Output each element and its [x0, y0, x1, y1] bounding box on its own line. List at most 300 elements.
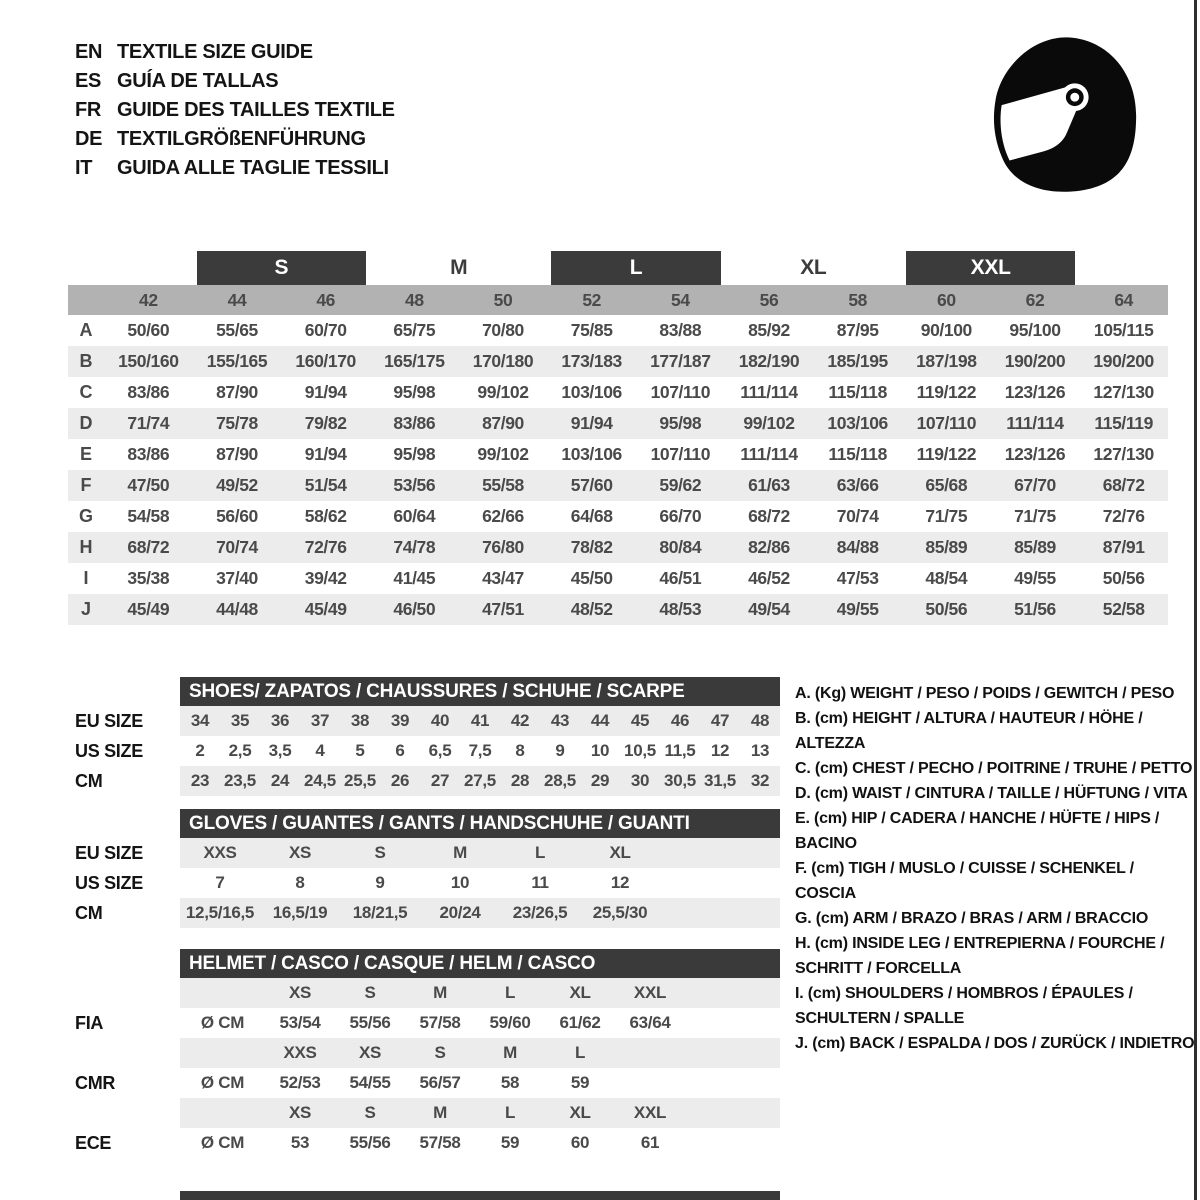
shoe-size-cell: 24 [270, 771, 290, 790]
shoe-size-cell: 13 [750, 741, 770, 760]
measurement-rows [68, 315, 1168, 625]
helmet-size-label: XL [569, 1103, 591, 1122]
measurement-cell: 64/68 [570, 506, 613, 526]
gloves-section [68, 809, 780, 928]
measurement-cell: 87/90 [482, 413, 524, 433]
measurement-cell: 105/115 [1093, 320, 1154, 340]
measurement-cell: 48/54 [925, 568, 968, 588]
size-number-header-row [68, 285, 1168, 315]
measurement-cell: 68/72 [1102, 475, 1145, 495]
row-letter: E [79, 444, 92, 464]
helmet-size-label: XS [358, 1043, 382, 1062]
measurement-row [68, 346, 1168, 377]
shoe-size-cell: 27 [430, 771, 450, 790]
legend-item: A. (Kg) WEIGHT / PESO / POIDS / GEWITCH / PESO [795, 685, 1175, 702]
helmet-size-cell: 57/58 [419, 1013, 461, 1032]
measurement-cell: 185/195 [827, 351, 888, 371]
language-code: IT [75, 157, 93, 179]
size-band-row [68, 251, 1168, 285]
measurement-cell: 37/40 [216, 568, 258, 588]
shoes-row [68, 766, 780, 796]
measurement-cell: 59/62 [659, 475, 702, 495]
helmet-size-cell: 61/62 [559, 1013, 601, 1032]
glove-size-cell: 20/24 [439, 903, 481, 922]
measurement-cell: 43/47 [482, 568, 524, 588]
spacer [68, 1038, 180, 1068]
glove-size-cell: 11 [531, 873, 549, 892]
helmet-size-label: XL [569, 983, 591, 1002]
measurement-cell: 111/114 [740, 444, 798, 464]
helmet-size-label: XXS [283, 1043, 317, 1062]
measurement-cell: 70/74 [836, 506, 879, 526]
measurement-cell: 177/187 [650, 351, 711, 371]
measurement-cell: 67/70 [1014, 475, 1056, 495]
gloves-row [68, 838, 780, 868]
spacer [68, 949, 180, 978]
measurement-cell: 55/58 [482, 475, 524, 495]
measurement-cell: 107/110 [916, 413, 977, 433]
measurement-cell: 119/122 [916, 444, 977, 464]
measurement-cell: 160/170 [295, 351, 356, 371]
helmet-size-label: L [504, 1103, 516, 1122]
measurement-cell: 54/58 [127, 506, 170, 526]
gloves-row [68, 868, 780, 898]
measurement-row [68, 377, 1168, 408]
shoe-size-cell: 29 [590, 771, 610, 790]
measurement-cell: 165/175 [384, 351, 445, 371]
size-number: 50 [493, 289, 513, 310]
legend-item: C. (cm) CHEST / PECHO / POITRINE / TRUHE / PETTO [795, 760, 1193, 777]
shoe-size-cell: 47 [710, 711, 730, 730]
measurement-cell: 107/110 [650, 444, 711, 464]
measurement-cell: 45/50 [570, 568, 613, 588]
shoe-size-cell: 3,5 [268, 741, 292, 760]
language-row [75, 96, 395, 125]
measurement-cell: 85/89 [925, 537, 968, 557]
shoe-size-cell: 36 [270, 711, 290, 730]
row-label: EU SIZE [75, 842, 143, 863]
language-row [75, 154, 395, 183]
helmet-size-labels [180, 978, 780, 1008]
shoe-size-cell: 35 [230, 711, 250, 730]
row-label: CM [75, 902, 103, 923]
measurement-row [68, 470, 1168, 501]
spacer [68, 978, 180, 1008]
language-code: EN [75, 41, 103, 63]
row-letter: D [79, 413, 93, 433]
glove-size-cell: M [453, 843, 467, 862]
measurement-cell: 60/64 [393, 506, 436, 526]
shoe-size-cell: 23 [190, 771, 210, 790]
helmet-values-row [68, 1068, 780, 1098]
measurement-cell: 91/94 [304, 444, 347, 464]
helmet-standard-groups [68, 978, 780, 1158]
helmet-size-label: XS [288, 1103, 312, 1122]
helmet-size-labels [180, 1098, 780, 1128]
legend-item: J. (cm) BACK / ESPALDA / DOS / ZURÜCK / INDIETRO [795, 1035, 1195, 1052]
row-label: US SIZE [75, 872, 143, 893]
shoe-size-cell: 32 [750, 771, 770, 790]
shoe-size-cell: 41 [470, 711, 490, 730]
shoe-size-cell: 31,5 [704, 771, 736, 790]
helmet-size-cell: 59 [570, 1073, 590, 1092]
glove-size-cell: XS [288, 843, 312, 862]
helmet-size-cell: 57/58 [419, 1133, 461, 1152]
measurement-cell: 87/90 [216, 382, 258, 402]
measurement-cell: 51/56 [1014, 599, 1056, 619]
measurement-cell: 44/48 [216, 599, 258, 619]
shoe-size-cell: 37 [310, 711, 330, 730]
measurement-cell: 95/98 [393, 444, 436, 464]
helmet-values-row [68, 1008, 780, 1038]
size-number: 46 [316, 289, 335, 310]
measurement-cell: 91/94 [304, 382, 347, 402]
shoe-size-cell: 7,5 [468, 741, 492, 760]
measurement-cell: 49/52 [216, 475, 258, 495]
measurement-cell: 155/165 [206, 351, 268, 371]
measurement-cell: 47/50 [127, 475, 170, 495]
measurement-cell: 39/42 [304, 568, 347, 588]
legend-item: E. (cm) HIP / CADERA / HANCHE / HÜFTE / HIPS / BACINO [795, 810, 1160, 852]
helmet-size-label: M [503, 1043, 517, 1062]
gloves-rows [68, 838, 780, 928]
language-title-list [75, 38, 395, 183]
gloves-section-title: GLOVES / GUANTES / GANTS / HANDSCHUHE / GUANTI [180, 809, 780, 838]
helmet-size-label: M [433, 1103, 447, 1122]
shoes-values [180, 706, 780, 736]
shoe-size-cell: 43 [550, 711, 570, 730]
shoe-size-cell: 12 [710, 741, 730, 760]
measurement-cell: 84/88 [836, 537, 879, 557]
helmet-size-label: S [434, 1043, 446, 1062]
measurement-cell: 60/70 [304, 320, 347, 340]
helmet-size-cell: 55/56 [349, 1133, 391, 1152]
measurement-cell: 83/86 [127, 444, 170, 464]
measurement-cell: 45/49 [304, 599, 347, 619]
measurement-cell: 46/52 [748, 568, 790, 588]
measurement-cell: 62/66 [482, 506, 524, 526]
shoe-size-cell: 25,5 [344, 771, 376, 790]
measurement-legend [795, 681, 1195, 1056]
language-row [75, 125, 395, 154]
shoe-size-cell: 45 [630, 711, 650, 730]
helmet-sizes-row [68, 1038, 780, 1068]
measurement-cell: 47/53 [836, 568, 879, 588]
shoe-size-cell: 4 [315, 741, 325, 760]
glove-size-cell: 25,5/30 [592, 903, 648, 922]
measurement-cell: 99/102 [743, 413, 795, 433]
measurement-cell: 80/84 [659, 537, 702, 557]
measurement-cell: 53/56 [393, 475, 436, 495]
measurement-cell: 68/72 [127, 537, 170, 557]
glove-size-cell: 12,5/16,5 [185, 903, 255, 922]
measurement-cell: 47/51 [482, 599, 524, 619]
main-size-table [68, 251, 1168, 625]
helmet-standard-group [68, 978, 780, 1038]
page-edge-line [1194, 0, 1197, 1200]
row-letter: I [83, 568, 89, 588]
shoe-size-cell: 38 [350, 711, 370, 730]
shoe-size-cell: 28,5 [544, 771, 576, 790]
measurement-cell: 103/106 [827, 413, 888, 433]
shoe-size-cell: 6 [395, 741, 405, 760]
measurement-row [68, 532, 1168, 563]
row-label: US SIZE [75, 740, 143, 761]
shoe-size-cell: 5 [355, 741, 365, 760]
shoe-size-cell: 44 [590, 711, 610, 730]
helmet-values [180, 1008, 780, 1038]
helmet-sizes-row [68, 1098, 780, 1128]
measurement-cell: 182/190 [738, 351, 800, 371]
standard-label: FIA [75, 1012, 104, 1033]
shoe-size-cell: 26 [390, 771, 410, 790]
measurement-cell: 46/51 [659, 568, 702, 588]
measurement-cell: 56/60 [216, 506, 258, 526]
measurement-cell: 103/106 [561, 444, 622, 464]
helmet-size-cell: 61 [640, 1133, 660, 1152]
size-number: 42 [138, 289, 158, 310]
measurement-cell: 91/94 [570, 413, 613, 433]
measurement-cell: 45/49 [127, 599, 170, 619]
gloves-header-row [68, 809, 780, 838]
measurement-cell: 50/56 [925, 599, 968, 619]
row-letter: G [78, 506, 93, 526]
gloves-values [180, 868, 780, 898]
measurement-cell: 99/102 [477, 444, 529, 464]
measurement-cell: 115/118 [828, 444, 887, 464]
shoes-row [68, 736, 780, 766]
measurement-cell: 57/60 [570, 475, 613, 495]
measurement-cell: 127/130 [1093, 382, 1154, 402]
helmet-section-title: HELMET / CASCO / CASQUE / HELM / CASCO [180, 949, 780, 978]
measurement-cell: 85/92 [748, 320, 790, 340]
guide-title: GUIDA ALLE TAGLIE TESSILI [117, 157, 389, 179]
measurement-cell: 76/80 [482, 537, 524, 557]
measurement-cell: 85/89 [1014, 537, 1056, 557]
measurement-cell: 49/54 [748, 599, 790, 619]
measurement-cell: 83/86 [127, 382, 170, 402]
measurement-cell: 65/68 [925, 475, 968, 495]
spacer [68, 1098, 180, 1128]
glove-size-cell: 8 [295, 873, 305, 892]
measurement-cell: 41/45 [393, 568, 436, 588]
size-number: 44 [227, 289, 247, 310]
shoe-size-cell: 46 [670, 711, 690, 730]
size-band-xl: XL [800, 256, 827, 279]
helmet-size-cell: 53/54 [279, 1013, 321, 1032]
spacer [68, 809, 180, 838]
measurement-cell: 187/198 [916, 351, 977, 371]
shoe-size-cell: 10,5 [624, 741, 656, 760]
helmet-size-cell: Ø CM [200, 1073, 245, 1092]
measurement-cell: 82/86 [748, 537, 790, 557]
measurement-cell: 72/76 [1102, 506, 1145, 526]
helmet-standard-group [68, 1098, 780, 1158]
row-letter: F [80, 475, 92, 495]
helmet-size-cell: 59 [500, 1133, 520, 1152]
measurement-cell: 63/66 [836, 475, 879, 495]
glove-size-cell: 23/26,5 [512, 903, 568, 922]
helmet-size-cell: 59/60 [489, 1013, 531, 1032]
helmet-header-row [68, 949, 780, 978]
helmet-size-cell: 53 [290, 1133, 310, 1152]
language-code: DE [75, 128, 103, 150]
measurement-cell: 55/65 [216, 320, 258, 340]
measurement-row [68, 439, 1168, 470]
measurement-cell: 83/86 [393, 413, 436, 433]
shoes-header-row [68, 677, 780, 706]
measurement-cell: 49/55 [1014, 568, 1056, 588]
language-code: FR [75, 99, 102, 121]
guide-title: TEXTILE SIZE GUIDE [117, 41, 313, 63]
measurement-cell: 50/56 [1102, 568, 1145, 588]
helmet-size-labels [180, 1038, 780, 1068]
measurement-cell: 127/130 [1093, 444, 1154, 464]
measurement-cell: 72/76 [304, 537, 347, 557]
helmet-size-cell: 63/64 [629, 1013, 671, 1032]
helmet-values-row [68, 1128, 780, 1158]
size-band-l: L [551, 251, 720, 285]
row-letter: J [80, 599, 91, 619]
racing-helmet-icon [972, 28, 1140, 200]
measurement-cell: 90/100 [920, 320, 972, 340]
helmet-section [68, 949, 780, 1158]
helmet-size-cell: Ø CM [200, 1013, 245, 1032]
measurement-cell: 123/126 [1004, 444, 1066, 464]
helmet-standard-group [68, 1038, 780, 1098]
measurement-cell: 95/98 [393, 382, 436, 402]
shoe-size-cell: 2,5 [228, 741, 252, 760]
guide-title: TEXTILGRÖßENFÜHRUNG [117, 128, 366, 150]
legend-item: G. (cm) ARM / BRAZO / BRAS / ARM / BRACCIO [795, 910, 1149, 927]
shoe-size-cell: 34 [190, 711, 210, 730]
measurement-row [68, 408, 1168, 439]
helmet-size-label: S [364, 983, 376, 1002]
measurement-cell: 65/75 [393, 320, 436, 340]
size-number: 58 [848, 289, 867, 310]
shoe-size-cell: 42 [510, 711, 530, 730]
shoes-section [68, 677, 780, 796]
measurement-row [68, 501, 1168, 532]
measurement-cell: 123/126 [1004, 382, 1066, 402]
measurement-cell: 49/55 [836, 599, 879, 619]
shoes-section-title: SHOES/ ZAPATOS / CHAUSSURES / SCHUHE / SCARPE [180, 677, 780, 706]
helmet-size-label: XXL [633, 983, 667, 1002]
standard-label: ECE [75, 1132, 112, 1153]
helmet-size-cell: 58 [500, 1073, 520, 1092]
size-band-s: S [197, 251, 366, 285]
row-letter: B [79, 351, 93, 371]
size-band-m: M [450, 256, 468, 279]
measurement-cell: 190/200 [1093, 351, 1154, 371]
measurement-cell: 75/78 [216, 413, 258, 433]
measurement-cell: 78/82 [570, 537, 613, 557]
shoe-size-cell: 2 [195, 741, 205, 760]
row-label: CM [75, 770, 103, 791]
measurement-cell: 111/114 [1006, 413, 1064, 433]
measurement-cell: 107/110 [650, 382, 711, 402]
helmet-values [180, 1068, 780, 1098]
measurement-cell: 83/88 [659, 320, 702, 340]
helmet-size-cell: 55/56 [349, 1013, 391, 1032]
standard-label: CMR [75, 1072, 116, 1093]
measurement-cell: 48/52 [570, 599, 613, 619]
legend-item: I. (cm) SHOULDERS / HOMBROS / ÉPAULES / SCHULTERN / SPALLE [795, 985, 1133, 1027]
gloves-values [180, 838, 780, 868]
glove-size-cell: XXS [203, 843, 237, 862]
gloves-values [180, 898, 780, 928]
measurement-cell: 111/114 [740, 382, 798, 402]
shoe-size-cell: 27,5 [464, 771, 496, 790]
measurement-cell: 35/38 [127, 568, 170, 588]
size-number: 60 [936, 289, 956, 310]
shoe-size-cell: 23,5 [224, 771, 256, 790]
measurement-cell: 61/63 [748, 475, 790, 495]
row-letter: C [79, 382, 93, 402]
measurement-cell: 46/50 [393, 599, 436, 619]
measurement-cell: 87/90 [216, 444, 258, 464]
size-band-xxl: XXL [906, 251, 1075, 285]
shoes-row [68, 706, 780, 736]
helmet-size-label: L [504, 983, 516, 1002]
glove-size-cell: 18/21,5 [352, 903, 408, 922]
guide-title: GUÍA DE TALLAS [117, 70, 279, 92]
measurement-cell: 150/160 [118, 351, 179, 371]
helmet-size-label: S [364, 1103, 376, 1122]
measurement-cell: 87/91 [1102, 537, 1145, 557]
shoe-size-cell: 11,5 [664, 741, 696, 760]
helmet-size-cell: 52/53 [279, 1073, 321, 1092]
shoe-size-cell: 24,5 [304, 771, 336, 790]
measurement-cell: 51/54 [304, 475, 347, 495]
measurement-cell: 75/85 [570, 320, 613, 340]
shoes-values [180, 766, 780, 796]
helmet-size-cell: Ø CM [200, 1133, 245, 1152]
guide-title: GUIDE DES TAILLES TEXTILE [117, 99, 395, 121]
measurement-cell: 68/72 [748, 506, 790, 526]
size-number: 62 [1025, 289, 1045, 310]
measurement-cell: 70/74 [216, 537, 258, 557]
glove-size-cell: 12 [610, 873, 630, 892]
row-letter: H [79, 537, 93, 557]
measurement-row [68, 315, 1168, 346]
row-letter: A [79, 320, 93, 340]
measurement-cell: 99/102 [477, 382, 529, 402]
glove-size-cell: L [534, 843, 546, 862]
helmet-size-label: XS [288, 983, 312, 1002]
language-row [75, 67, 395, 96]
helmet-values [180, 1128, 780, 1158]
helmet-size-label: XXL [633, 1103, 667, 1122]
glove-size-cell: S [374, 843, 386, 862]
measurement-cell: 87/95 [836, 320, 879, 340]
spacer [68, 677, 180, 706]
measurement-cell: 170/180 [472, 351, 534, 371]
helmet-size-label: M [433, 983, 447, 1002]
measurement-cell: 71/75 [1014, 506, 1056, 526]
shoe-size-cell: 9 [555, 741, 565, 760]
language-code: ES [75, 70, 102, 92]
measurement-cell: 71/74 [127, 413, 170, 433]
measurement-cell: 66/70 [659, 506, 702, 526]
glove-size-cell: 16,5/19 [272, 903, 328, 922]
row-label: EU SIZE [75, 710, 143, 731]
measurement-cell: 74/78 [393, 537, 436, 557]
measurement-cell: 52/58 [1102, 599, 1145, 619]
measurement-row [68, 594, 1168, 625]
measurement-row [68, 563, 1168, 594]
helmet-size-cell: 54/55 [349, 1073, 391, 1092]
